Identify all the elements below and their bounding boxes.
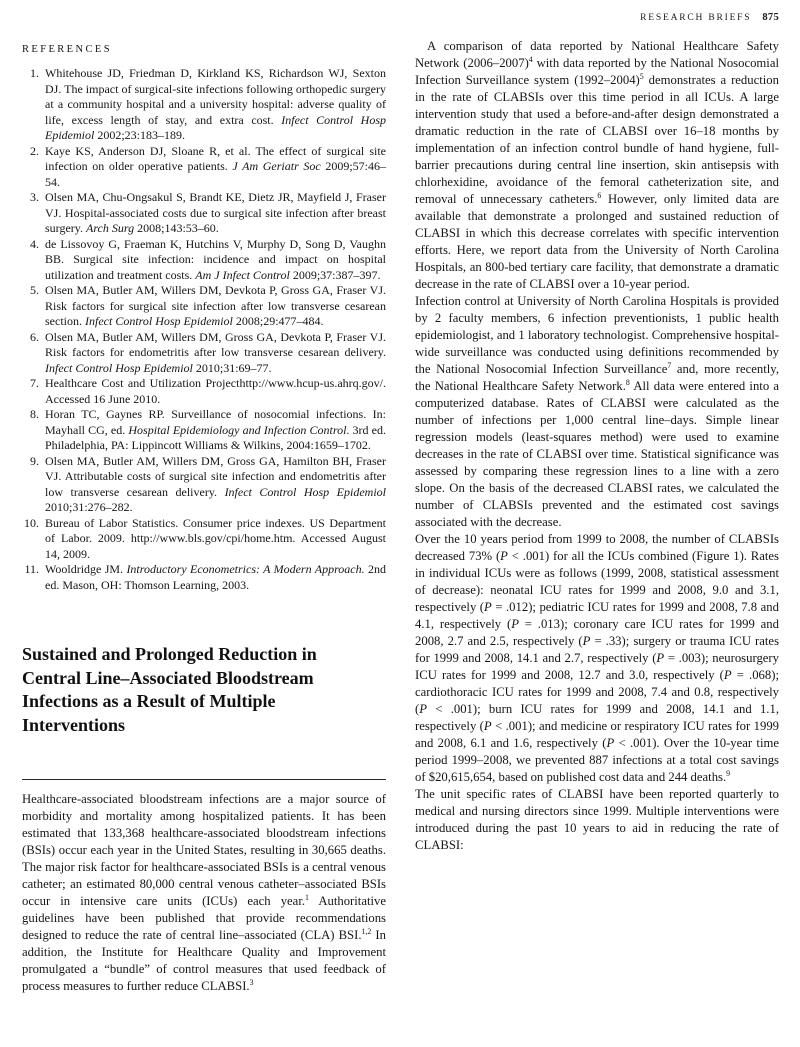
text-segment: 2008;29:477–484. — [232, 314, 324, 328]
reference-number: 9. — [30, 453, 39, 468]
text-segment: A comparison of data reported by National Healthcare Safety Network (2006–2007) — [415, 39, 779, 70]
text-segment: Arch Surg — [86, 221, 135, 235]
text-segment: demonstrates a reduction in the rate of CLABSIs over this time period in all ICUs. A large intervention study that used a before-and-after design demonstrated a dramatic reduction in the rate of CLABSI over 16–18 months by implementation of an infection control bundle of hand hygiene, full-barrier precautions during central line insertion, skin antisepsis with chlorhexidine, avoidance of the femoral catheterization site, and removal of unnecessary catheters. — [415, 73, 779, 206]
title-rule — [22, 779, 386, 780]
reference-item — [22, 283, 386, 330]
text-segment: In addition, the Institute for Healthcare Quality and Improvement promulgated a “bundle” of control measures that used feedback of process measures to further reduce CLABSI. — [22, 928, 386, 993]
text-segment: = .33); surgery or trauma ICU rates for 1999 and 2008, 14.1 and 2.7, respectively ( — [415, 634, 780, 665]
page-number: 875 — [762, 12, 779, 23]
text-segment: Bureau of Labor Statistics. Consumer price indexes. US Department of Labor. 2009. http://www.bls.gov/cpi/home.htm. Accessed August 14, 2009. — [45, 515, 386, 561]
footnote-marker: 1 — [305, 892, 309, 902]
text-segment: Over the 10 years period from 1999 to 2008, the number of CLABSIs decreased 73% ( — [415, 532, 779, 563]
text-segment: = .068); cardiothoracic ICU rates for 1999 and 2008, 7.4 and 0.8, respectively ( — [415, 668, 779, 716]
text-segment: and, more recently, the National Healthcare Safety Network. — [415, 362, 779, 393]
reference-number: 1. — [30, 66, 39, 80]
text-segment: = .013); coronary care ICU rates for 1999 and 2008, 2.7 and 2.5, respectively ( — [415, 617, 779, 648]
text-segment: 2010;31:276–282. — [45, 500, 133, 514]
reference-item — [22, 144, 386, 191]
reference-text — [45, 454, 386, 516]
reference-item — [22, 66, 386, 144]
text-segment: < .001); burn ICU rates for 1999 and 2008, 14.1 and 1.1, respectively ( — [415, 702, 779, 733]
text-segment: P — [419, 702, 427, 716]
text-segment: Authoritative guidelines have been published that provide recommendations designed to reduce the rate of central line–associated (CLA) BSI. — [22, 894, 386, 942]
text-segment: Am J Infect Control — [195, 267, 290, 282]
reference-text — [45, 66, 386, 144]
text-segment: J Am Geriatr Soc — [232, 159, 321, 173]
two-column-layout — [22, 38, 779, 995]
footnote-marker: 7 — [667, 360, 672, 370]
text-segment: Infect Control Hosp Epidemiol — [224, 484, 386, 499]
references-heading: REFERENCES — [22, 44, 112, 55]
references-list — [22, 66, 386, 593]
text-segment: Olsen MA, Butler AM, Willers DM, Gross GA, Devkota P, Fraser VJ. Risk factors for endometritis after low transverse cesarean delivery. — [45, 329, 386, 359]
text-segment: P — [483, 719, 492, 733]
text-segment: However, only limited data are available that demonstrate a prolonged and sustained reduction of CLABSI in which this decrease correlates with specific intervention efforts. Here, we report data from the University of North Carolina Hospitals, an 800-bed tertiary care facility, that demonstrate a dramatic decrease in the rate of CLABSI over a 10-year period. — [415, 192, 779, 291]
footnote-marker: 3 — [249, 977, 254, 987]
reference-number: 7. — [30, 376, 39, 390]
running-head-title: RESEARCH BRIEFS — [640, 13, 752, 23]
reference-text — [45, 562, 386, 593]
text-segment: 2nd ed. Mason, OH: Thomson Learning, 2003. — [45, 562, 387, 592]
reference-text — [45, 376, 386, 407]
reference-text — [45, 283, 386, 330]
text-segment: Infect Control Hosp Epidemiol — [45, 112, 386, 142]
text-segment: Infect Control Hosp Epidemiol — [85, 314, 233, 328]
footnote-marker: 4 — [528, 54, 533, 64]
reference-number: 8. — [30, 407, 39, 421]
text-segment: P — [582, 634, 591, 648]
footnote-marker: 8 — [625, 377, 630, 387]
reference-text — [45, 237, 386, 284]
reference-item — [22, 407, 386, 454]
reference-item — [22, 516, 386, 563]
text-segment: P — [656, 651, 665, 665]
body-paragraph — [415, 38, 779, 293]
footnote-marker: 6 — [597, 190, 602, 200]
reference-text — [45, 516, 386, 563]
text-segment: . 3rd ed. Philadelphia, PA: Lippincott Williams & Wilkins, 2004:1659–1702. — [45, 422, 386, 452]
reference-item — [22, 376, 386, 407]
text-segment: Horan TC, Gaynes RP. Surveillance of nosocomial infections. In: Mayhall CG, ed. — [45, 407, 386, 437]
text-segment: The unit specific rates of CLABSI have been reported quarterly to medical and nursing directors since 1999. Multiple interventions were introduced during the past 10 years to aid in reducing the rate of CLABSI: — [415, 787, 779, 852]
text-segment: Infection control at University of North Carolina Hospitals is provided by 2 faculty members, 6 infection preventionists, 1 public health epidemiologist, and 1 laboratory technologist. Comprehensive hospital-wide surveillance was conducted using definitions recommended by the National Nosocomial Infection Surveillance — [415, 294, 779, 376]
left-column — [22, 38, 386, 995]
reference-number: 2. — [30, 143, 39, 158]
text-segment: Introductory Econometrics: A Modern Approach. — [126, 562, 365, 576]
reference-item — [22, 562, 386, 593]
article-title: Sustained and Prolonged Reduction in Central Line–Associated Bloodstream Infections as a Result of Multiple Interventions — [22, 644, 317, 735]
footnote-marker: 5 — [639, 71, 644, 81]
text-segment: < .001) for all the ICUs combined (Figure 1). Rates in individual ICUs were as follows (1999, 2008, statistical assessment of decrease): neonatal ICU rates for 1999 and 2008, 9.0 and 3.1, respectively ( — [415, 549, 779, 614]
reference-text — [45, 144, 386, 191]
reference-item — [22, 330, 386, 377]
reference-text — [45, 330, 386, 377]
text-segment: Olsen MA, Butler AM, Willers DM, Gross GA, Hamilton BH, Fraser VJ. Attributable costs of surgical site infection and endometritis after low transverse cesarean delivery. — [45, 453, 386, 499]
text-segment: 2002;23:183–189. — [94, 128, 185, 142]
text-segment: = .003); neurosurgery ICU rates for 1999 and 2008, 12.7 and 3.0, respectively ( — [415, 651, 779, 682]
body-paragraph — [415, 531, 779, 786]
text-segment: P — [723, 668, 732, 682]
article-intro-paragraph — [22, 791, 386, 995]
text-segment: P — [511, 617, 519, 631]
reference-number: 5. — [30, 283, 39, 297]
text-segment: de Lissovoy G, Fraeman K, Hutchins V, Murphy D, Song D, Vaughn BB. Surgical site infection: incidence and impact on hospital utilization and treatment costs. — [45, 236, 386, 282]
text-segment: 2009;57:46–54. — [45, 159, 386, 189]
running-head — [22, 12, 779, 23]
reference-number: 3. — [30, 190, 39, 204]
text-segment: P — [484, 600, 492, 614]
text-segment: Healthcare-associated bloodstream infections are a major source of morbidity and mortality among hospitalized patients. It has been estimated that 133,368 healthcare-associated bloodstream infections (BSIs) occur each year in the United States, resulting in 30,665 deaths. The major risk factor for healthcare-associated BSIs is a central venous catheter; an estimated 80,000 central venous catheter–associated BSIs occur in intensive care units (ICUs) each year. — [22, 792, 386, 908]
text-segment: Hospital Epidemiology and Infection Control — [128, 422, 347, 437]
reference-number: 11. — [24, 562, 39, 576]
text-segment: Wooldridge JM. — [45, 562, 127, 576]
footnote-marker: 9 — [726, 768, 731, 778]
text-segment: < .001). Over the 10-year time period 1999–2008, we prevented 887 infections at a total cost savings of $20,615,654, based on published cost data and 244 deaths. — [415, 736, 779, 784]
text-segment: Olsen MA, Butler AM, Willers DM, Devkota P, Gross GA, Fraser VJ. Risk factors for surgical site infection after low transverse cesarean section. — [45, 283, 386, 328]
text-segment: All data were entered into a computerized database. Rates of CLABSI were calculated as the number of infections per 1,000 central line–days. Simple linear regression models (least-squares method) were used to examine decreases in the rate of CLABSI over time. Statistical significance was assessed by comparing these regression lines to a line with a zero slope. On the basis of the decreased CLABSI rates, we calculated the number of CLABSIs prevented and the estimated cost savings associated with the decrease. — [415, 379, 779, 529]
text-segment: 2008;143:53–60. — [134, 221, 219, 235]
reference-item — [22, 237, 386, 284]
article-continuation — [415, 38, 779, 854]
text-segment: 2009;37:387–397. — [289, 267, 381, 282]
reference-item — [22, 454, 386, 516]
text-segment: P — [606, 736, 615, 750]
reference-number: 10. — [24, 515, 39, 530]
right-column — [415, 38, 779, 995]
reference-number: 6. — [30, 329, 39, 344]
text-segment: < .001); and medicine or respiratory ICU rates for 1999 and 2008, 6.1 and 1.6, respectively ( — [415, 719, 780, 750]
body-paragraph — [415, 786, 779, 854]
text-segment: Whitehouse JD, Friedman D, Kirkland KS, Richardson WJ, Sexton DJ. The impact of surgical-site infections following orthopedic surgery at a community hospital and a university hospital: adverse quality of life, excess length of stay, and extra cost. — [45, 66, 386, 127]
text-segment: Kaye KS, Anderson DJ, Sloane R, et al. The effect of surgical site infection on older operative patients. — [45, 143, 386, 173]
text-segment: Infect Control Hosp Epidemiol — [45, 360, 193, 375]
reference-text — [45, 190, 386, 237]
text-segment: with data reported by the National Nosocomial Infection Surveillance system (1992–2004) — [415, 56, 779, 87]
text-segment: = .012); pediatric ICU rates for 1999 and 2008, 7.8 and 4.1, respectively ( — [415, 600, 779, 631]
reference-text — [45, 407, 386, 454]
reference-item — [22, 190, 386, 237]
body-paragraph — [415, 293, 779, 531]
text-segment: Healthcare Cost and Utilization Projecthttp://www.hcup-us.ahrq.gov/. Accessed 16 June 2010. — [45, 376, 386, 406]
text-segment: 2010;31:69–77. — [192, 360, 272, 375]
text-segment: P — [500, 549, 508, 563]
text-segment: Olsen MA, Chu-Ongsakul S, Brandt KE, Dietz JR, Mayfield J, Fraser VJ. Hospital-associated costs due to surgical site infection after breast surgery. — [45, 190, 386, 235]
reference-number: 4. — [30, 236, 39, 251]
footnote-marker: 1,2 — [361, 926, 372, 936]
